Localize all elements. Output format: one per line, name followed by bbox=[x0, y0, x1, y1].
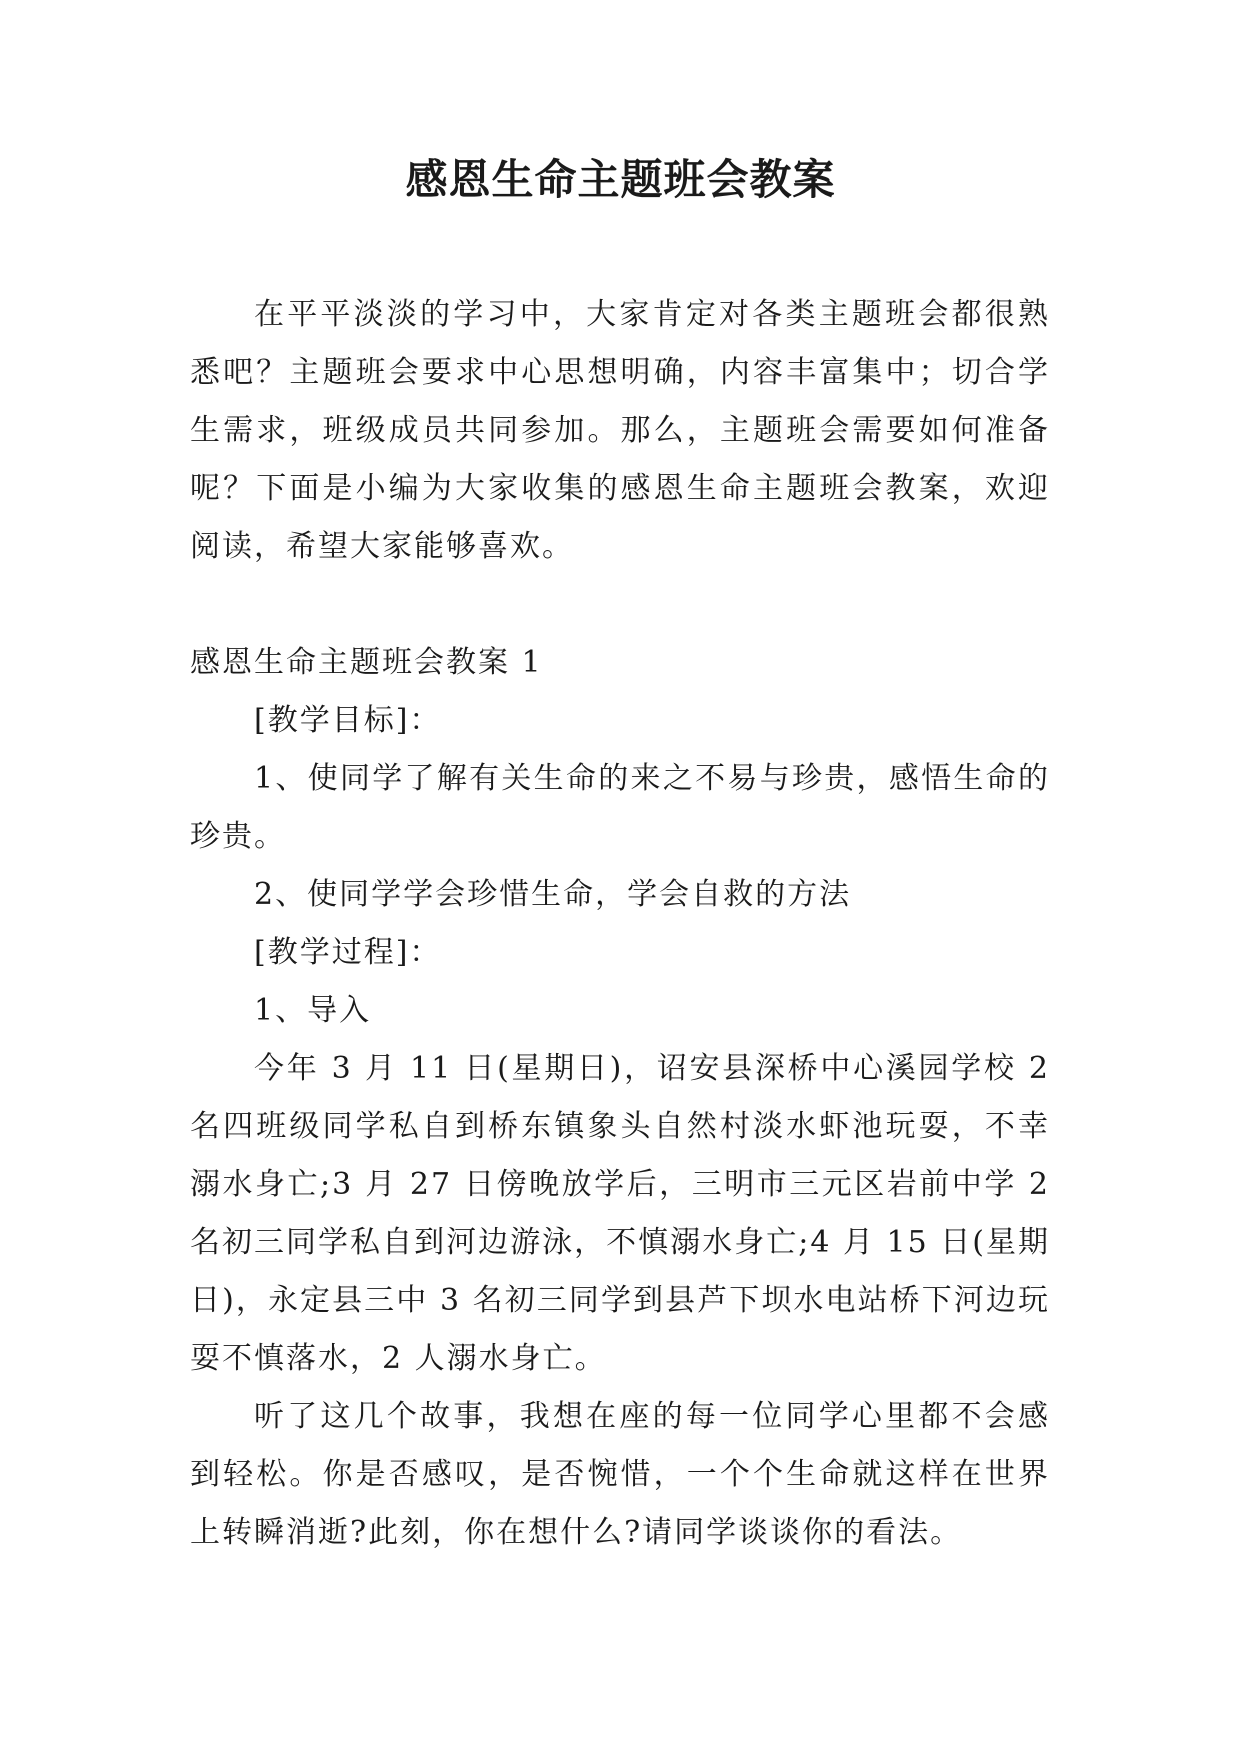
intro-paragraph: 在平平淡淡的学习中，大家肯定对各类主题班会都很熟悉吧？主题班会要求中心思想明确，内容丰富集中；切合学生需求，班级成员共同参加。那么，主题班会需要如何准备呢？下面是小编为大家收集的感恩生命主题班会教案，欢迎阅读，希望大家能够喜欢。 bbox=[190, 297, 1050, 564]
document-title: 感恩生命主题班会教案 bbox=[405, 155, 836, 204]
goal-item-2: 2、使同学学会珍惜生命，学会自救的方法 bbox=[254, 877, 852, 912]
reflection-paragraph: 听了这几个故事，我想在座的每一位同学心里都不会感到轻松。你是否感叹，是否惋惜，一个个生命就这样在世界上转瞬消逝?此刻，你在想什么?请同学谈谈你的看法。 bbox=[190, 1399, 1050, 1550]
section-heading: 感恩生命主题班会教案 1 bbox=[190, 645, 543, 680]
story-paragraph: 今年 3 月 11 日(星期日)，诏安县深桥中心溪园学校 2 名四班级同学私自到桥东镇象头自然村淡水虾池玩耍，不幸溺水身亡;3 月 27 日傍晚放学后，三明市三元区岩前中学 2 名初三同学私自到河边游泳，不慎溺水身亡;4 月 15 日(星期日)，永定县三中 3 名初三同学到县芦下坝水电站桥下河边玩耍不慎落水，2 人溺水身亡。 bbox=[190, 1051, 1050, 1376]
goal-item-1: 1、使同学了解有关生命的来之不易与珍贵，感悟生命的珍贵。 bbox=[190, 761, 1050, 854]
process-step-1: 1、导入 bbox=[254, 993, 372, 1028]
process-label: [教学过程]： bbox=[254, 935, 442, 970]
document-body bbox=[190, 286, 1050, 1562]
goals-label: [教学目标]： bbox=[254, 703, 442, 738]
